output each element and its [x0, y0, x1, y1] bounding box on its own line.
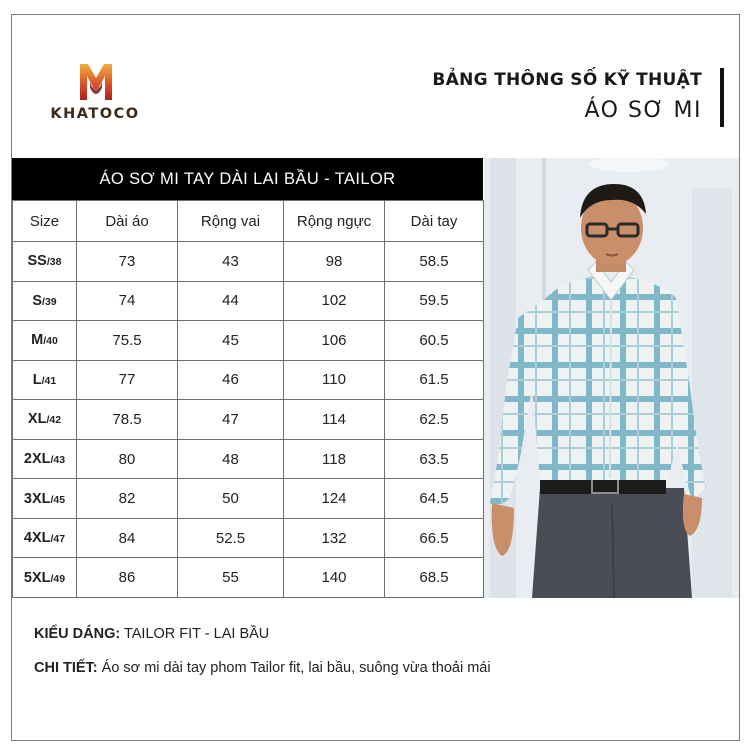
length-cell: 74: [77, 281, 178, 321]
style-label: KIỂU DÁNG:: [34, 626, 121, 642]
length-cell: 78.5: [77, 400, 178, 440]
sleeve-cell: 63.5: [385, 439, 484, 479]
shoulder-cell: 46: [178, 360, 284, 400]
sleeve-cell: 61.5: [385, 360, 484, 400]
table-row: [13, 518, 484, 558]
shoulder-cell: 52.5: [178, 518, 284, 558]
sleeve-cell: 68.5: [385, 558, 484, 598]
chest-cell: 106: [284, 321, 385, 361]
size-cell: 4XL/47: [13, 518, 77, 558]
detail-value: Áo sơ mi dài tay phom Tailor fit, lai bầu, suông vừa thoải mái: [97, 660, 491, 676]
chest-cell: 124: [284, 479, 385, 519]
shoulder-cell: 44: [178, 281, 284, 321]
model-illustration: [484, 158, 739, 598]
table-row: [13, 281, 484, 321]
sleeve-cell: 62.5: [385, 400, 484, 440]
sleeve-cell: 64.5: [385, 479, 484, 519]
table-header-row: [13, 201, 484, 242]
detail-row: [34, 660, 491, 694]
chest-cell: 98: [284, 242, 385, 282]
column-header-chest: Rộng ngực: [284, 201, 385, 242]
size-cell: 3XL/45: [13, 479, 77, 519]
khatoco-logo-icon: [76, 62, 116, 102]
length-cell: 77: [77, 360, 178, 400]
column-header-size: Size: [13, 201, 77, 242]
chest-cell: 132: [284, 518, 385, 558]
style-row: [34, 626, 491, 660]
detail-label: CHI TIẾT:: [34, 660, 98, 676]
size-spec-table: [12, 200, 484, 598]
size-cell: L/41: [13, 360, 77, 400]
title-accent-bar: [720, 68, 724, 127]
model-photo: [484, 158, 739, 598]
sleeve-cell: 60.5: [385, 321, 484, 361]
page-subtitle: ÁO SƠ MI: [584, 98, 702, 123]
length-cell: 86: [77, 558, 178, 598]
chest-cell: 102: [284, 281, 385, 321]
table-row: [13, 400, 484, 440]
column-header-sleeve: Dài tay: [385, 201, 484, 242]
chest-cell: 114: [284, 400, 385, 440]
length-cell: 84: [77, 518, 178, 558]
brand-logo: [40, 62, 150, 132]
length-cell: 80: [77, 439, 178, 479]
chest-cell: 118: [284, 439, 385, 479]
size-cell: SS/38: [13, 242, 77, 282]
shoulder-cell: 55: [178, 558, 284, 598]
shoulder-cell: 45: [178, 321, 284, 361]
chest-cell: 110: [284, 360, 385, 400]
length-cell: 82: [77, 479, 178, 519]
column-header-length: Dài áo: [77, 201, 178, 242]
size-cell: 5XL/49: [13, 558, 77, 598]
sleeve-cell: 58.5: [385, 242, 484, 282]
length-cell: 73: [77, 242, 178, 282]
chest-cell: 140: [284, 558, 385, 598]
sleeve-cell: 59.5: [385, 281, 484, 321]
shoulder-cell: 43: [178, 242, 284, 282]
table-row: [13, 558, 484, 598]
shoulder-cell: 50: [178, 479, 284, 519]
table-row: [13, 479, 484, 519]
table-row: [13, 439, 484, 479]
shoulder-cell: 48: [178, 439, 284, 479]
shoulder-cell: 47: [178, 400, 284, 440]
table-row: [13, 321, 484, 361]
sleeve-cell: 66.5: [385, 518, 484, 558]
length-cell: 75.5: [77, 321, 178, 361]
title-block: [432, 70, 702, 123]
table-row: [13, 360, 484, 400]
page-title: BẢNG THÔNG SỐ KỸ THUẬT: [432, 70, 702, 90]
style-value: TAILOR FIT - LAI BẦU: [120, 626, 270, 642]
size-cell: XL/42: [13, 400, 77, 440]
size-cell: 2XL/43: [13, 439, 77, 479]
column-header-shoulder: Rộng vai: [178, 201, 284, 242]
table-title: ÁO SƠ MI TAY DÀI LAI BẦU - TAILOR: [12, 158, 483, 200]
brand-name: KHATOCO: [50, 106, 140, 122]
product-details: [34, 626, 491, 694]
size-cell: S/39: [13, 281, 77, 321]
table-row: [13, 242, 484, 282]
size-cell: M/40: [13, 321, 77, 361]
